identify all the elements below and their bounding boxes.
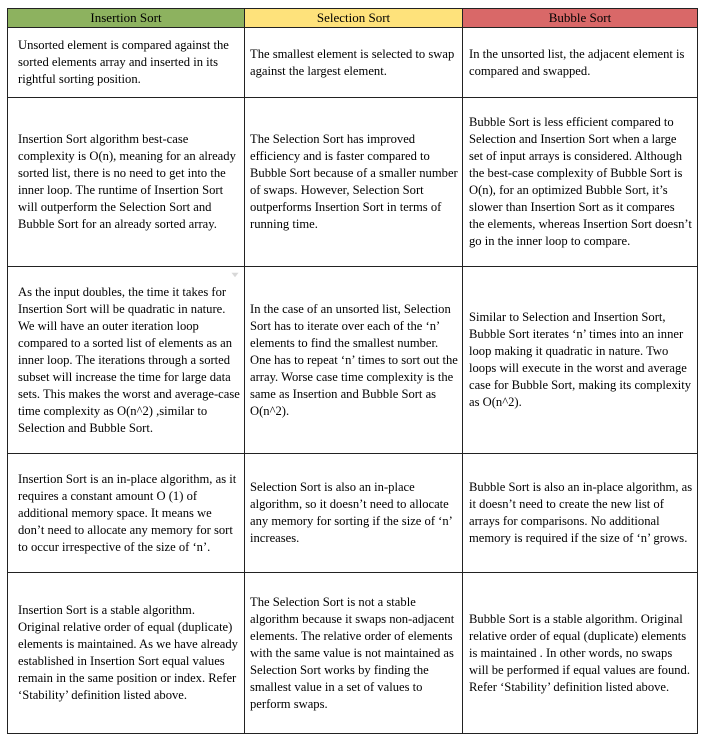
header-selection-sort: Selection Sort: [245, 9, 463, 28]
header-row: [8, 9, 698, 28]
cell-selection: The Selection Sort has improved efficiency and is faster compared to Bubble Sort because of a smaller number of swaps. However, Selection Sort outperforms Insertion Sort in terms of running time.: [245, 98, 463, 267]
cell-insertion: Insertion Sort is a stable algorithm. Original relative order of equal (duplicate) elements is maintained. As we have already established in Insertion Sort equal values remain in the same position or index. Refer ‘Stability’ definition listed above.: [8, 573, 245, 734]
cell-bubble: Bubble Sort is also an in-place algorithm, as it doesn’t need to create the new list of arrays for comparisons. No additional memory is required if the size of ‘n’ grows.: [463, 454, 698, 573]
cell-selection: The smallest element is selected to swap against the largest element.: [245, 28, 463, 98]
table-row: [8, 98, 698, 267]
cell-selection: Selection Sort is also an in-place algorithm, so it doesn’t need to allocate any memory for sorting if the size of ‘n’ increases.: [245, 454, 463, 573]
table-row: [8, 267, 698, 454]
header-insertion-sort: Insertion Sort: [8, 9, 245, 28]
cell-insertion: Insertion Sort is an in-place algorithm, as it requires a constant amount O (1) of additional memory space. It means we don’t need to allocate any memory for sort to occur irrespective of the size of ‘n’.: [8, 454, 245, 573]
cell-dropdown-icon[interactable]: [231, 272, 239, 278]
cell-bubble: Bubble Sort is less efficient compared to Selection and Insertion Sort when a large set of input arrays is considered. Although the best-case complexity of Bubble Sort is O(n), for an optimized Bubble Sort, it’s slower than Insertion Sort as it compares the elements, whereas Insertion Sort doesn’t go in the inner loop to compare.: [463, 98, 698, 267]
table-row: [8, 573, 698, 734]
cell-selection: In the case of an unsorted list, Selection Sort has to iterate over each of the ‘n’ elements to find the smallest number. One has to repeat ‘n’ times to sort out the array. Worse case time complexity is the same as Insertion and Bubble Sort as O(n^2).: [245, 267, 463, 454]
header-bubble-sort: Bubble Sort: [463, 9, 698, 28]
cell-bubble: Bubble Sort is a stable algorithm. Original relative order of equal (duplicate) elements is maintained . In other words, no swaps will be performed if equal values are found. Refer ‘Stability’ definition listed above.: [463, 573, 698, 734]
cell-insertion: Unsorted element is compared against the sorted elements array and inserted in its rightful sorting position.: [8, 28, 245, 98]
cell-insertion: As the input doubles, the time it takes for Insertion Sort will be quadratic in nature. We will have an outer iteration loop compared to a sorted list of elements as an inner loop. The iterations through a sorted subset will increase the time for large data sets. This makes the worst and average-case time complexity as O(n^2) ,similar to Selection and Bubble Sort.: [8, 267, 245, 454]
cell-insertion: Insertion Sort algorithm best-case complexity is O(n), meaning for an already sorted list, there is no need to get into the inner loop. The runtime of Insertion Sort will outperform the Selection Sort and Bubble Sort for an already sorted array.: [8, 98, 245, 267]
table-row: [8, 454, 698, 573]
cell-bubble: In the unsorted list, the adjacent element is compared and swapped.: [463, 28, 698, 98]
cell-bubble: Similar to Selection and Insertion Sort, Bubble Sort iterates ‘n’ times into an inner loop making it quadratic in nature. Two loops will execute in the worst and average case for Bubble Sort, making its complexity as O(n^2).: [463, 267, 698, 454]
sorting-comparison-table: [7, 8, 698, 734]
table-row: [8, 28, 698, 98]
cell-selection: The Selection Sort is not a stable algorithm because it swaps non-adjacent elements. The relative order of elements with the same value is not maintained as Selection Sort works by finding the smallest value in a set of values to perform swaps.: [245, 573, 463, 734]
